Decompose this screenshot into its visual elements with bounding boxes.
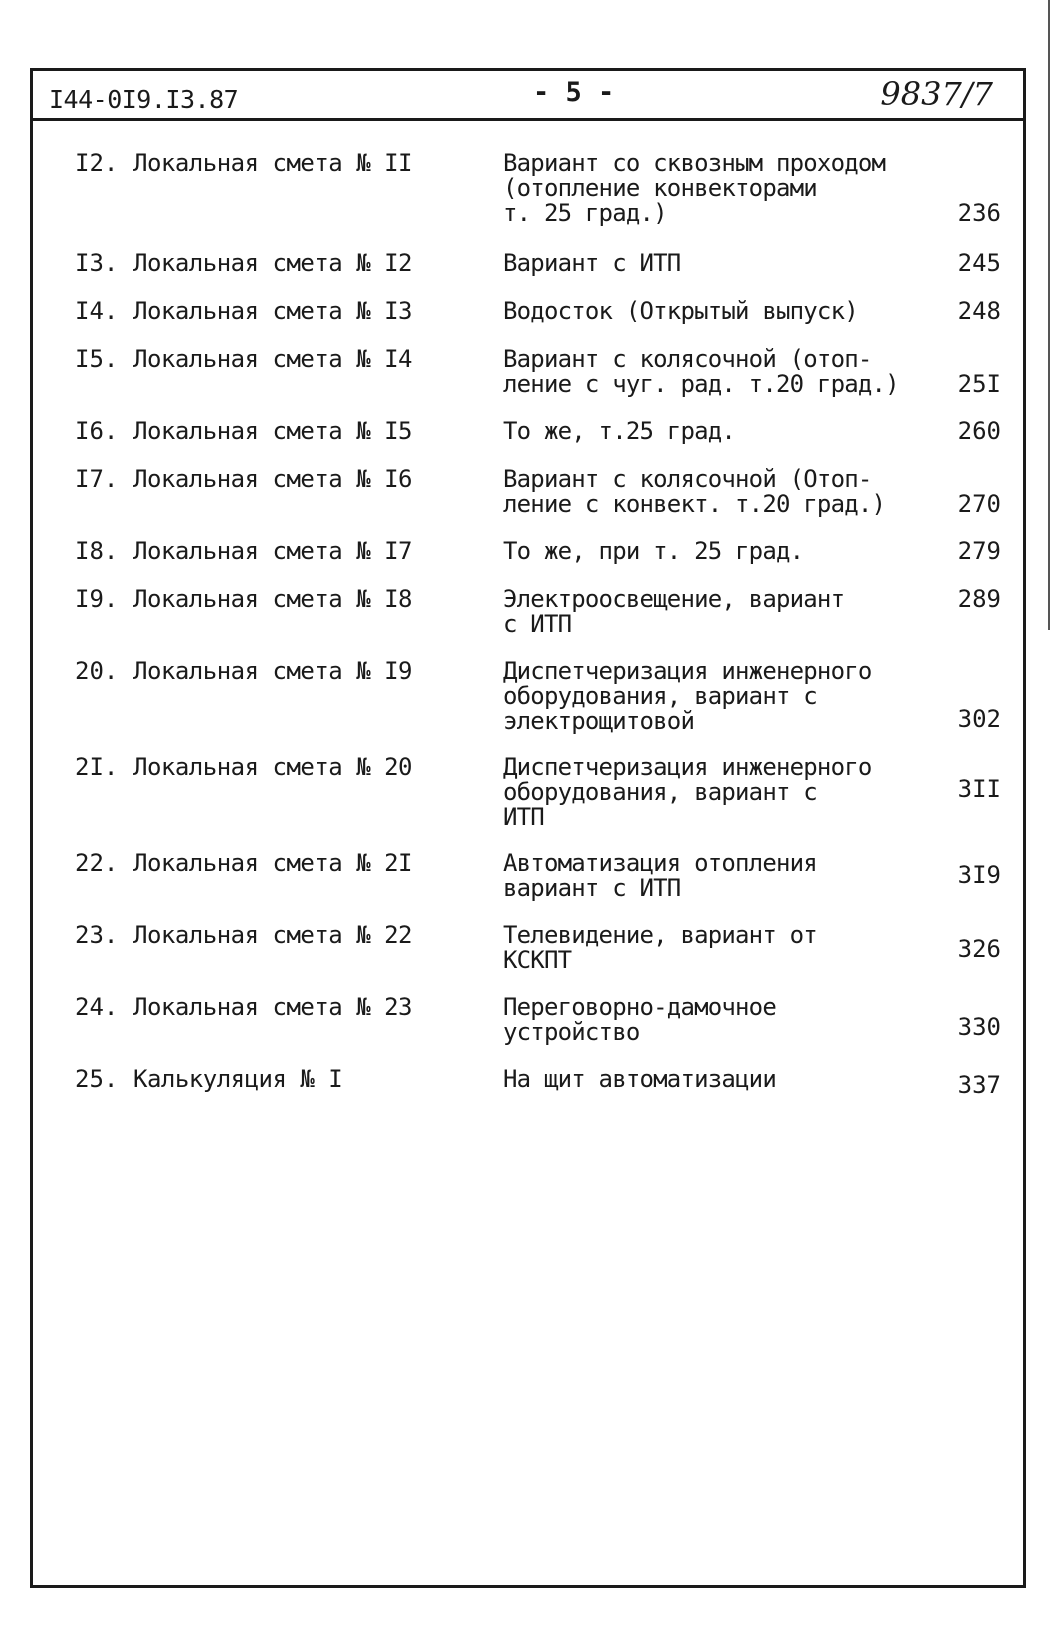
item-number: 25.	[75, 1065, 119, 1093]
page-frame	[30, 68, 1026, 1588]
item-page: 279	[957, 537, 1001, 565]
item-title: Локальная смета № I8	[133, 585, 412, 613]
item-description: Диспетчеризация инженерного оборудования, вариант с электрощитовой	[503, 657, 872, 735]
item-page: 302	[957, 705, 1001, 733]
item-description: Электроосвещение, вариант с ИТП	[503, 585, 845, 638]
item-number: I4.	[75, 297, 119, 325]
page-number: - 5 -	[533, 77, 615, 108]
item-number: I2.	[75, 149, 119, 177]
item-title: Локальная смета № 22	[133, 921, 412, 949]
item-title: Калькуляция № I	[133, 1065, 343, 1093]
item-number: 23.	[75, 921, 119, 949]
item-title: Локальная смета № 2I	[133, 849, 412, 877]
item-description: Переговорно-дамочное устройство	[503, 993, 776, 1046]
item-description: Автоматизация отопления вариант с ИТП	[503, 849, 817, 902]
item-description: То же, при т. 25 град.	[503, 537, 804, 565]
item-number: I7.	[75, 465, 119, 493]
item-number: 20.	[75, 657, 119, 685]
item-title: Локальная смета № I7	[133, 537, 412, 565]
item-number: I5.	[75, 345, 119, 373]
item-page: 3I9	[957, 861, 1001, 889]
inventory-number: 9837/7	[880, 75, 993, 113]
document-code: I44-0I9.I3.87	[49, 85, 239, 114]
item-title: Локальная смета № 20	[133, 753, 412, 781]
item-title: Локальная смета № I5	[133, 417, 412, 445]
item-page: 245	[957, 249, 1001, 277]
item-number: 22.	[75, 849, 119, 877]
item-number: I9.	[75, 585, 119, 613]
item-title: Локальная смета № I3	[133, 297, 412, 325]
item-description: Диспетчеризация инженерного оборудования, вариант с ИТП	[503, 753, 872, 831]
item-page: 25I	[957, 370, 1001, 398]
item-number: I6.	[75, 417, 119, 445]
item-page: 236	[957, 199, 1001, 227]
item-number: I8.	[75, 537, 119, 565]
item-title: Локальная смета № II	[133, 149, 412, 177]
right-margin-line	[1048, 0, 1050, 630]
item-description: Вариант с ИТП	[503, 249, 681, 277]
item-description: Вариант с колясочной (Отоп- ление с конвект. т.20 град.)	[503, 465, 886, 518]
item-title: Локальная смета № 23	[133, 993, 412, 1021]
item-title: Локальная смета № I4	[133, 345, 412, 373]
item-title: Локальная смета № I6	[133, 465, 412, 493]
item-page: 330	[957, 1013, 1001, 1041]
item-description: Вариант с колясочной (отоп- ление с чуг. рад. т.20 град.)	[503, 345, 899, 398]
item-number: 2I.	[75, 753, 119, 781]
item-page: 248	[957, 297, 1001, 325]
item-page: 260	[957, 417, 1001, 445]
item-description: На щит автоматизации	[503, 1065, 776, 1093]
item-page: 270	[957, 490, 1001, 518]
item-title: Локальная смета № I2	[133, 249, 412, 277]
item-title: Локальная смета № I9	[133, 657, 412, 685]
item-description: Водосток (Открытый выпуск)	[503, 297, 858, 325]
item-page: 3II	[957, 775, 1001, 803]
item-page: 289	[957, 585, 1001, 613]
item-number: I3.	[75, 249, 119, 277]
item-number: 24.	[75, 993, 119, 1021]
item-description: То же, т.25 град.	[503, 417, 736, 445]
page-header	[33, 71, 1023, 121]
item-page: 337	[957, 1071, 1001, 1099]
item-page: 326	[957, 935, 1001, 963]
item-description: Вариант со сквозным проходом (отопление конвекторами т. 25 град.)	[503, 149, 886, 227]
item-description: Телевидение, вариант от КСКПТ	[503, 921, 817, 974]
